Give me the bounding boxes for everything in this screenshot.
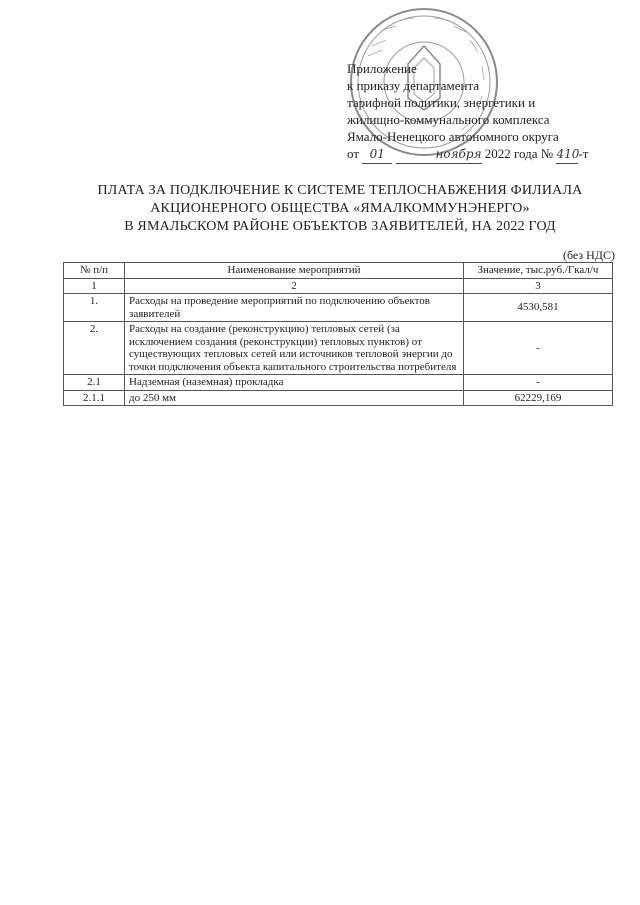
order-suffix: -т (578, 146, 589, 161)
index-cell: 2 (125, 278, 464, 294)
header-number: № п/п (64, 263, 125, 279)
row-number: 2.1 (64, 375, 125, 391)
order-number: 410 (556, 146, 578, 164)
row-name: Расходы на создание (реконструкцию) тепловых сетей (за исключением создания (реконструкции) тепловых пунктов) от существующих тепловых сетей или источников тепловой энергии до точки подключения объекта капитального строительства потребителя (125, 322, 464, 375)
row-name: до 250 мм (125, 390, 464, 406)
appendix-line-3: тарифной политики, энергетики и (347, 95, 536, 110)
row-number: 2. (64, 322, 125, 375)
title-line-3: В ЯМАЛЬСКОМ РАЙОНЕ ОБЪЕКТОВ ЗАЯВИТЕЛЕЙ, НА 2022 ГОД (124, 219, 556, 234)
year-text: 2022 года № (484, 146, 554, 161)
row-value: 4530,581 (464, 294, 613, 322)
index-cell: 3 (464, 278, 613, 294)
table-row (64, 390, 613, 406)
appendix-date-line (347, 145, 633, 164)
date-month: ноября (396, 146, 482, 164)
row-name: Расходы на проведение мероприятий по подключению объектов заявителей (125, 294, 464, 322)
title-line-2: АКЦИОНЕРНОГО ОБЩЕСТВА «ЯМАЛКОММУНЭНЕРГО» (150, 201, 530, 216)
appendix-title: Приложение (347, 61, 417, 76)
appendix-line-5: Ямало-Ненецкого автономного округа (347, 129, 559, 144)
appendix-line-4: жилищно-коммунального комплекса (347, 112, 550, 127)
table-row (64, 322, 613, 375)
table-index-row (64, 278, 613, 294)
appendix-line-2: к приказу департамента (347, 78, 480, 93)
row-value: - (464, 375, 613, 391)
row-number: 2.1.1 (64, 390, 125, 406)
index-cell: 1 (64, 278, 125, 294)
title-line-1: ПЛАТА ЗА ПОДКЛЮЧЕНИЕ К СИСТЕМЕ ТЕПЛОСНАБЖЕНИЯ ФИЛИАЛА (97, 183, 583, 198)
header-value: Значение, тыс.руб./Гкал/ч (464, 263, 613, 279)
header-name: Наименование мероприятий (125, 263, 464, 279)
table-row (64, 294, 613, 322)
row-value: 62229,169 (464, 390, 613, 406)
row-value: - (464, 322, 613, 375)
table-row (64, 375, 613, 391)
row-name: Надземная (наземная) прокладка (125, 375, 464, 391)
from-label: от (347, 146, 360, 161)
date-day: 01 (362, 146, 392, 164)
vat-note: (без НДС) (562, 248, 615, 262)
document-title (40, 182, 640, 236)
appendix-block (347, 60, 633, 164)
fee-table (63, 262, 613, 406)
table-header-row (64, 263, 613, 279)
row-number: 1. (64, 294, 125, 322)
